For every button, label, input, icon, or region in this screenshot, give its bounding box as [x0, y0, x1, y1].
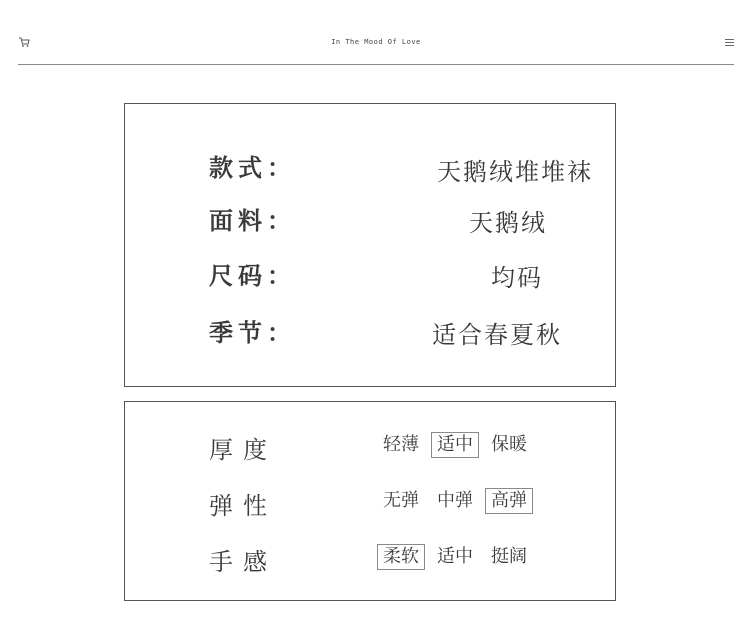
- spec-label-season: 季节：: [209, 319, 296, 347]
- thickness-option-thin[interactable]: 轻薄: [383, 434, 419, 455]
- elasticity-options: [377, 488, 533, 514]
- spec-value-size: 均码: [491, 264, 543, 292]
- feel-panel: [124, 401, 616, 601]
- thickness-option-warm[interactable]: 保暖: [491, 434, 527, 455]
- handfeel-option-soft[interactable]: 柔软: [377, 544, 425, 570]
- handfeel-option-stiff[interactable]: 挺阔: [491, 546, 527, 567]
- handfeel-option-medium[interactable]: 适中: [437, 546, 473, 567]
- spec-value-season: 适合春夏秋: [432, 321, 562, 349]
- hamburger-menu-icon[interactable]: [725, 38, 734, 47]
- thickness-option-medium[interactable]: 适中: [431, 432, 479, 458]
- top-bar: [18, 30, 734, 65]
- spec-label-size: 尺码：: [209, 262, 296, 290]
- elasticity-option-high[interactable]: 高弹: [485, 488, 533, 514]
- spec-label-fabric: 面料：: [209, 207, 296, 235]
- elasticity-option-medium[interactable]: 中弹: [437, 490, 473, 511]
- feel-label-handfeel: 手感: [209, 548, 277, 576]
- elasticity-option-none[interactable]: 无弹: [383, 490, 419, 511]
- spec-label-style: 款式：: [209, 154, 296, 182]
- site-title[interactable]: In The Mood Of Love: [331, 38, 421, 46]
- spec-value-fabric: 天鹅绒: [469, 209, 547, 237]
- handfeel-options: [377, 544, 533, 570]
- spec-panel: [124, 103, 616, 387]
- feel-label-elasticity: 弹性: [209, 492, 277, 520]
- spec-value-style: 天鹅绒堆堆袜: [437, 158, 593, 186]
- thickness-options: [377, 432, 533, 458]
- feel-label-thickness: 厚度: [209, 436, 277, 464]
